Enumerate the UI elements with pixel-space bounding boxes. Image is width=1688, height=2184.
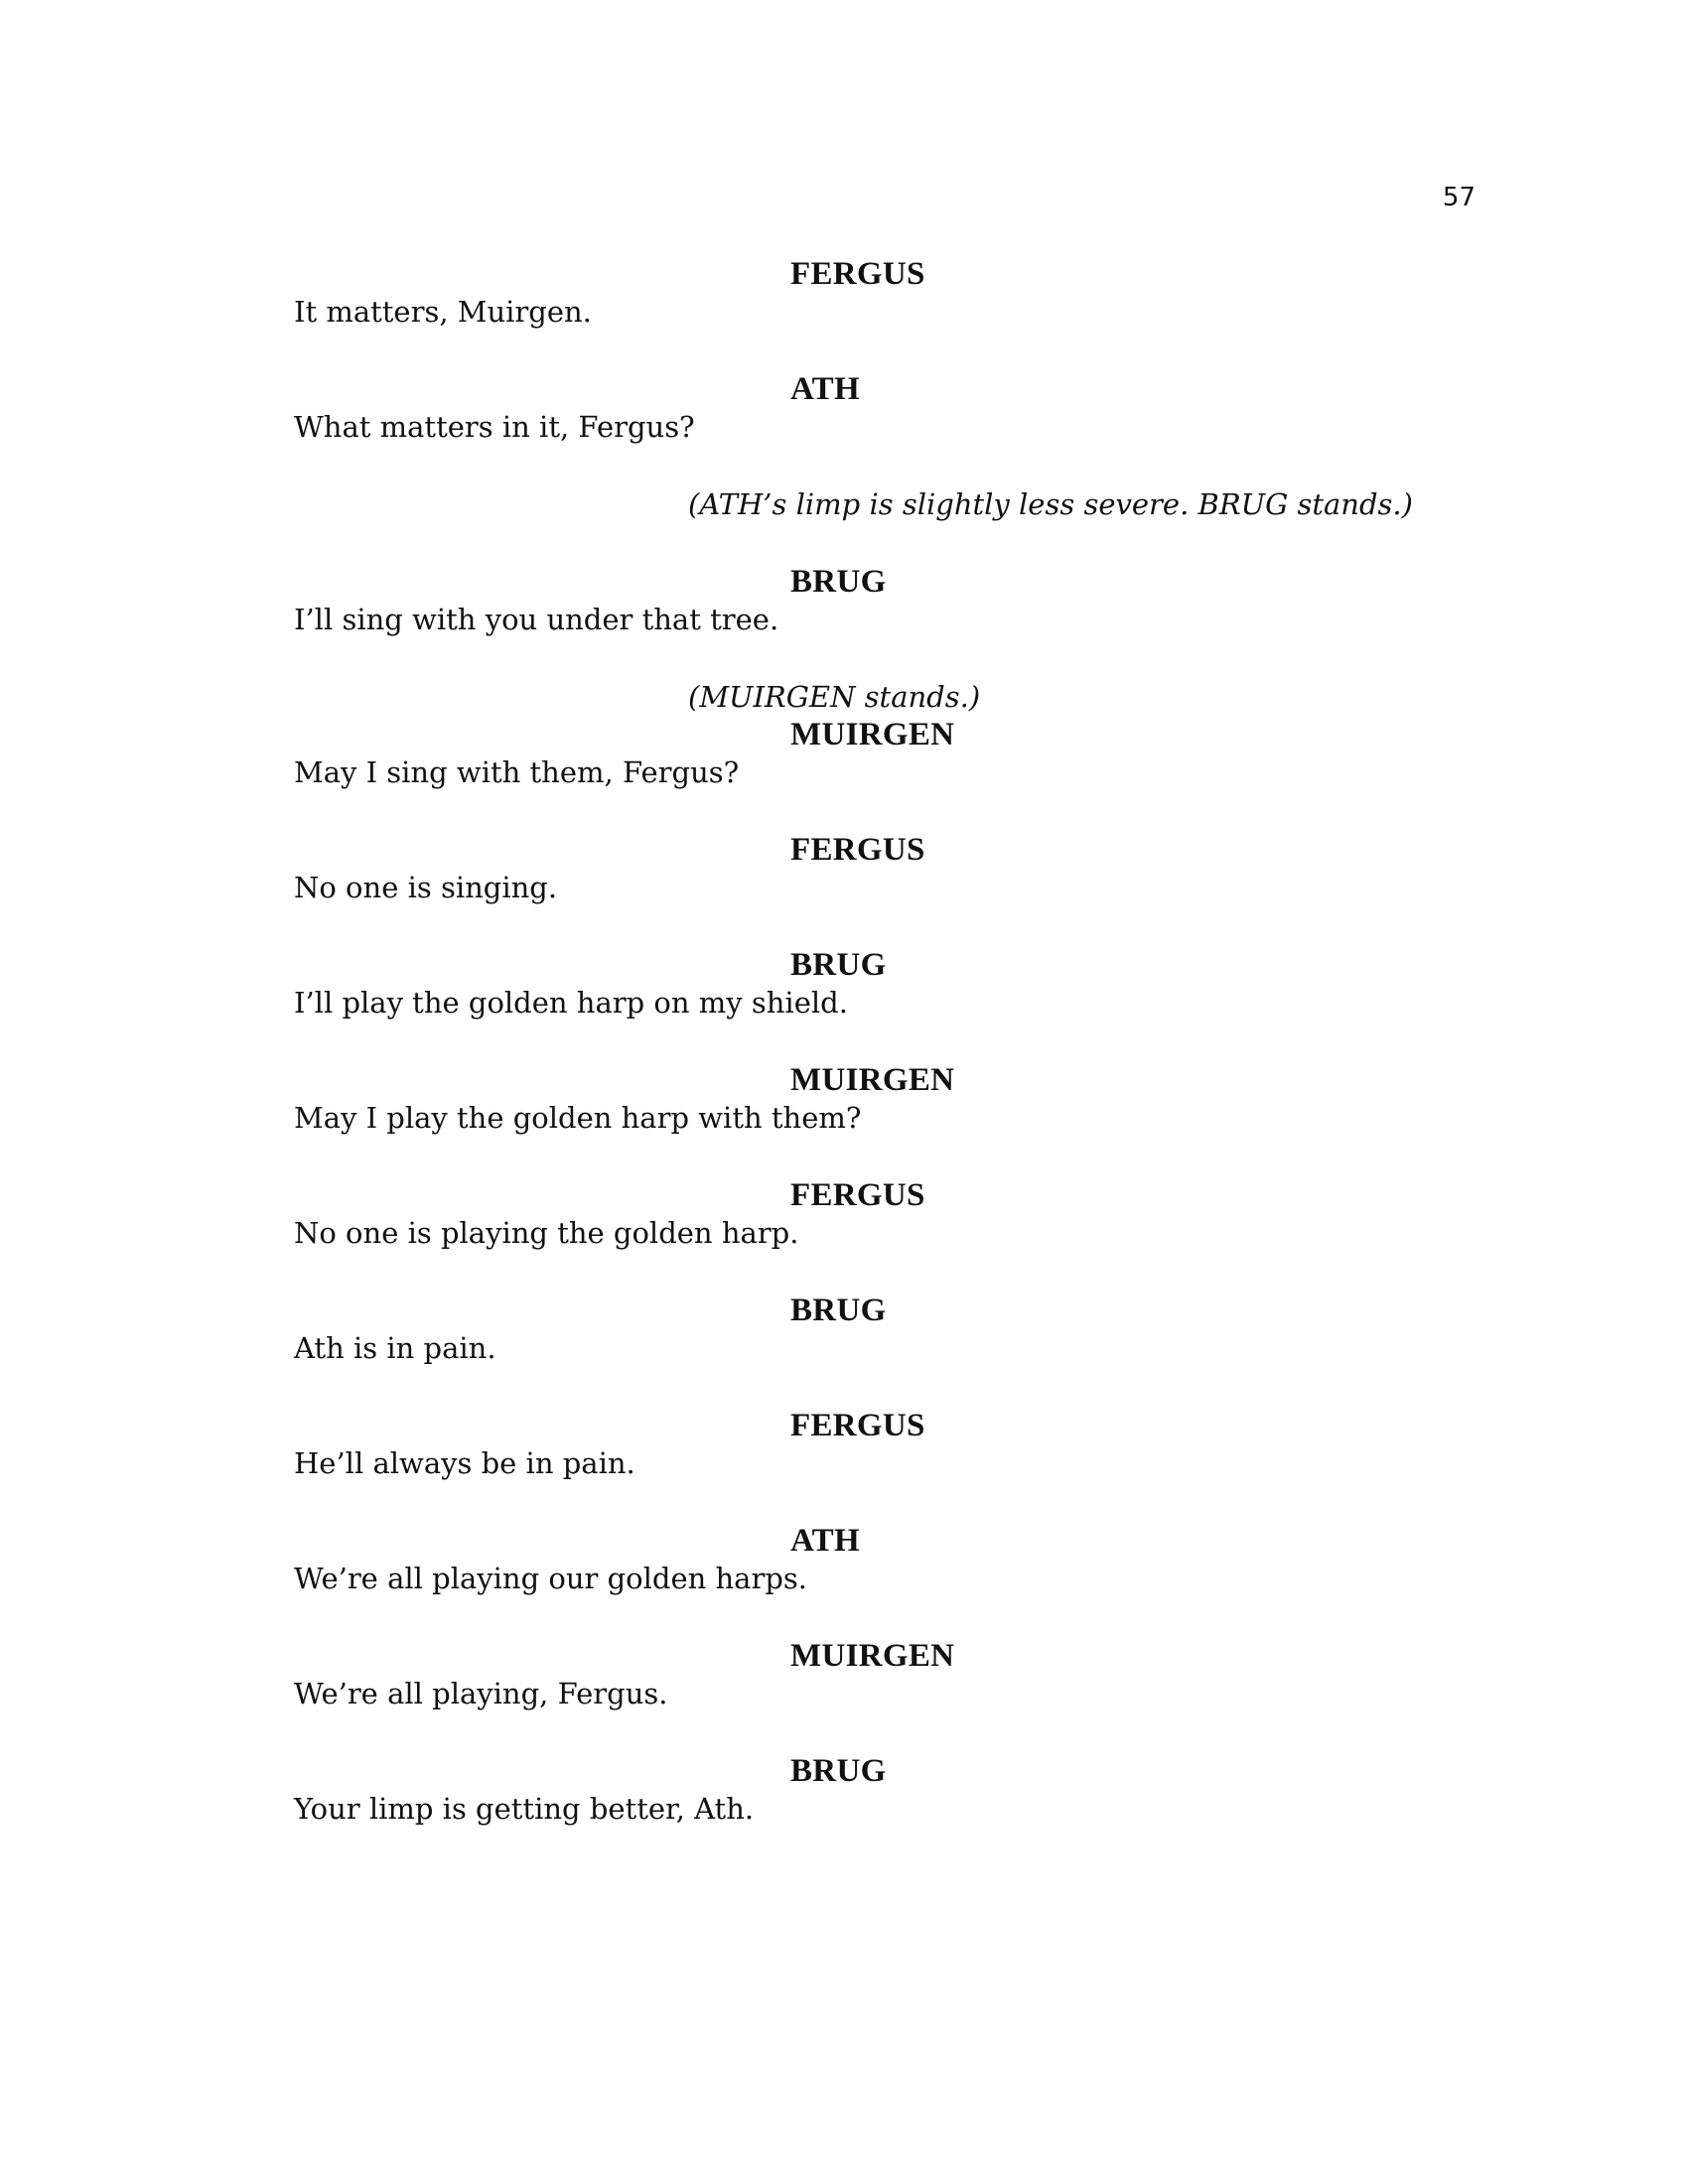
dialogue-line: I’ll sing with you under that tree. xyxy=(294,603,779,636)
speech-block xyxy=(294,716,1446,791)
dialogue-line: It matters, Muirgen. xyxy=(294,295,592,329)
speech-block xyxy=(294,1522,1446,1597)
stage-direction: (ATH’s limp is slightly less severe. BRUG stands.) xyxy=(688,487,1413,521)
stage-direction-block xyxy=(294,485,1446,523)
speech-block xyxy=(294,370,1446,446)
speech-block xyxy=(294,1637,1446,1712)
speech-block xyxy=(294,1061,1446,1137)
stage-direction-block xyxy=(294,678,1446,716)
character-name: FERGUS xyxy=(790,1408,925,1443)
speech-block xyxy=(294,255,1446,331)
dialogue-line: May I sing with them, Fergus? xyxy=(294,755,740,789)
dialogue-line: What matters in it, Fergus? xyxy=(294,410,695,444)
character-name: MUIRGEN xyxy=(790,1638,955,1674)
dialogue-line: Ath is in pain. xyxy=(294,1331,496,1365)
speech-block xyxy=(294,1407,1446,1482)
character-name: ATH xyxy=(790,1523,860,1559)
character-name: MUIRGEN xyxy=(790,717,955,752)
speech-block xyxy=(294,946,1446,1022)
character-name: BRUG xyxy=(790,947,887,983)
stage-direction: (MUIRGEN stands.) xyxy=(688,680,981,714)
character-name: BRUG xyxy=(790,564,887,600)
speech-block xyxy=(294,563,1446,638)
character-name: ATH xyxy=(790,371,860,407)
dialogue-line: Your limp is getting better, Ath. xyxy=(294,1792,755,1826)
speech-block xyxy=(294,1752,1446,1828)
speech-block xyxy=(294,831,1446,906)
character-name: BRUG xyxy=(790,1293,887,1328)
dialogue-line: We’re all playing our golden harps. xyxy=(294,1562,808,1595)
speech-block xyxy=(294,1176,1446,1252)
character-name: MUIRGEN xyxy=(790,1062,955,1098)
character-name: BRUG xyxy=(790,1753,887,1789)
speech-block xyxy=(294,1292,1446,1367)
dialogue-line: He’ll always be in pain. xyxy=(294,1446,635,1480)
dialogue-line: May I play the golden harp with them? xyxy=(294,1101,862,1135)
dialogue-line: No one is playing the golden harp. xyxy=(294,1216,799,1250)
character-name: FERGUS xyxy=(790,256,925,292)
dialogue-line: I’ll play the golden harp on my shield. xyxy=(294,986,848,1020)
script-body xyxy=(294,255,1446,1828)
dialogue-line: No one is singing. xyxy=(294,871,558,904)
page-number: 57 xyxy=(1442,183,1476,212)
character-name: FERGUS xyxy=(790,832,925,868)
dialogue-line: We’re all playing, Fergus. xyxy=(294,1677,668,1710)
character-name: FERGUS xyxy=(790,1177,925,1213)
